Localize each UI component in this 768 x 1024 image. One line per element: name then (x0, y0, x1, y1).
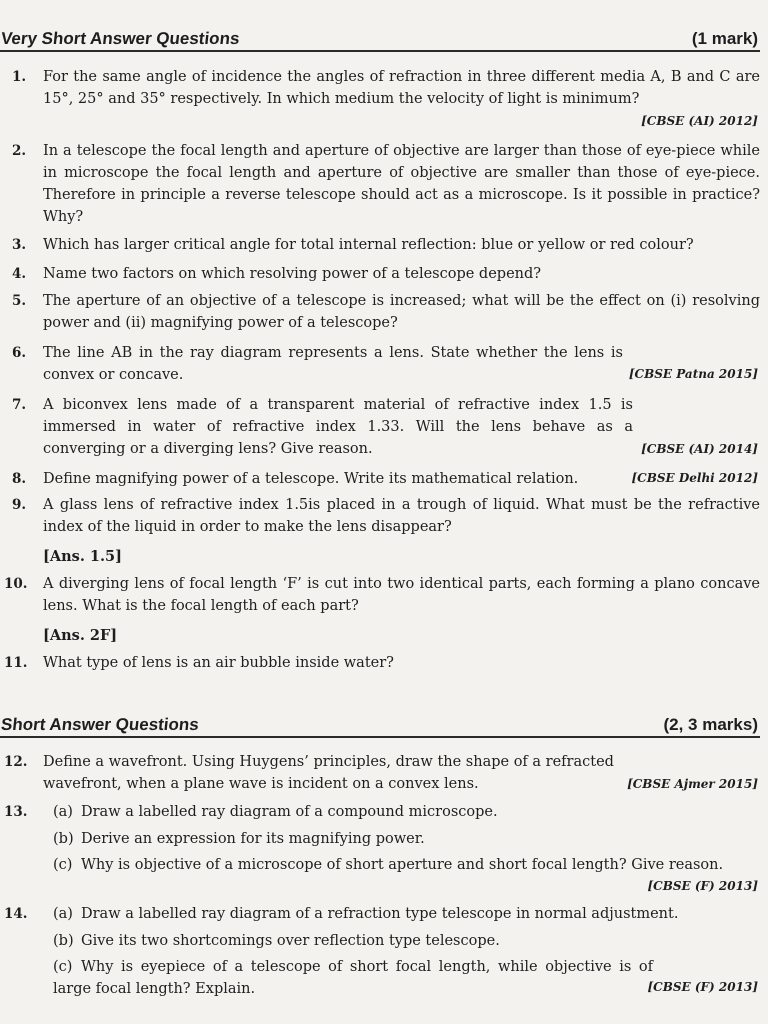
question-number: 14. (4, 906, 28, 922)
question-citation: [CBSE (AI) 2014] (641, 442, 758, 456)
sub-question (53, 903, 760, 925)
sub-question-label: (a) (53, 804, 73, 820)
question-text: What type of lens is an air bubble inside water? (43, 655, 394, 671)
section-title: Very Short Answer Questions (0, 29, 241, 48)
sub-question (53, 956, 653, 1000)
sub-question-text: Give its two shortcomings over reflection type telescope. (81, 933, 500, 949)
question-number: 12. (4, 754, 28, 770)
sub-question (53, 854, 760, 876)
question-number: 4. (12, 266, 27, 282)
section-marks: (1 mark) (691, 29, 758, 48)
sub-question-text: Why is objective of a microscope of short aperture and short focal length? Give reason. (81, 857, 724, 873)
section-header-very-short (0, 26, 760, 52)
question-number: 1. (12, 69, 27, 85)
question-citation: [CBSE Patna 2015] (628, 367, 758, 381)
sub-question-label: (c) (53, 959, 73, 975)
question-text: The line AB in the ray diagram represents a lens. State whether the lens is convex or concave. (43, 345, 623, 383)
section-title: Short Answer Questions (0, 715, 200, 734)
sub-question-text: Draw a labelled ray diagram of a compound microscope. (81, 804, 498, 820)
question-number: 6. (12, 345, 27, 361)
sub-question (53, 801, 760, 823)
question-number: 10. (4, 576, 28, 592)
sub-question-label: (c) (53, 857, 73, 873)
question-number: 3. (12, 237, 27, 253)
question-text: In a telescope the focal length and aperture of objective are larger than those of eye-piece while in microscope the focal length and aperture of objective are smaller than those of eye-piece. Therefore in principle a reverse telescope should act as a microscope. Is it possible in practice? Why? (43, 143, 760, 225)
question-citation: [CBSE Ajmer 2015] (627, 777, 758, 791)
question-text: The aperture of an objective of a telescope is increased; what will be the effect on (i) resolving power and (ii) magnifying power of a telescope? (43, 293, 760, 331)
section-marks: (2, 3 marks) (663, 715, 758, 734)
sub-question-text: Why is eyepiece of a telescope of short focal length, while objective is of large focal length? Explain. (53, 959, 653, 997)
sub-question (53, 828, 760, 850)
sub-question-text: Draw a labelled ray diagram of a refraction type telescope in normal adjustment. (81, 906, 679, 922)
question-number: 8. (12, 471, 27, 487)
question-citation: [CBSE (F) 2013] (647, 879, 758, 893)
question-number: 9. (12, 497, 27, 513)
question-text: Define a wavefront. Using Huygens’ principles, draw the shape of a refracted wavefront, when a plane wave is incident on a convex lens. (43, 754, 614, 792)
question-text: Name two factors on which resolving power of a telescope depend? (43, 266, 542, 282)
section-header-short (0, 712, 760, 738)
question-number: 5. (12, 293, 27, 309)
question-citation: [CBSE (F) 2013] (647, 980, 758, 994)
sub-question-label: (a) (53, 906, 73, 922)
question-text: Which has larger critical angle for total internal reflection: blue or yellow or red colour? (43, 237, 694, 253)
question-text: For the same angle of incidence the angles of refraction in three different media A, B and C are 15°, 25° and 35° respectively. In which medium the velocity of light is minimum? (43, 69, 760, 107)
question-number: 7. (12, 397, 27, 413)
question-text: A glass lens of refractive index 1.5is placed in a trough of liquid. What must be the refractive index of the liquid in order to make the lens disappear? (43, 497, 760, 535)
sub-question (53, 930, 760, 952)
question-citation: [CBSE Delhi 2012] (631, 471, 758, 485)
question-citation: [CBSE (AI) 2012] (641, 114, 758, 128)
question-text: A diverging lens of focal length ‘F’ is cut into two identical parts, each forming a plano concave lens. What is the focal length of each part? (43, 576, 760, 614)
sub-question-label: (b) (53, 933, 74, 949)
question-number: 13. (4, 804, 28, 820)
sub-question-label: (b) (53, 831, 74, 847)
question-text: Define magnifying power of a telescope. Write its mathematical relation. (43, 471, 579, 487)
sub-question-text: Derive an expression for its magnifying power. (81, 831, 425, 847)
question-text: A biconvex lens made of a transparent material of refractive index 1.5 is immersed in water of refractive index 1.33. Will the lens behave as a converging or a diverging lens? Give reason. (43, 397, 633, 457)
answer-label: [Ans. 1.5] (43, 548, 122, 565)
answer-label: [Ans. 2F] (43, 627, 118, 644)
question-number: 2. (12, 143, 27, 159)
question-number: 11. (4, 655, 28, 671)
